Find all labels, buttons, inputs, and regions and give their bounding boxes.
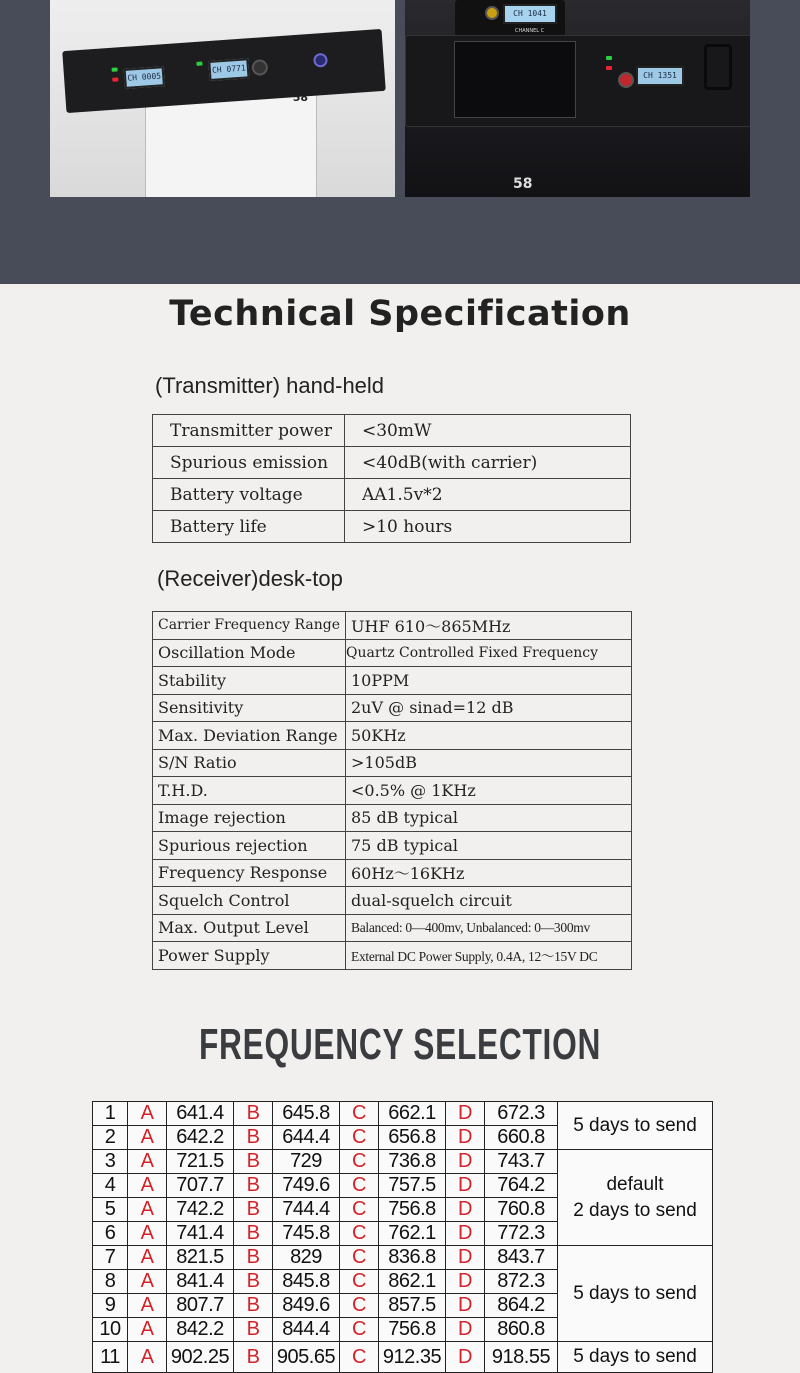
- table-row: [153, 777, 632, 805]
- table-row: [93, 1150, 713, 1174]
- table-row: [153, 749, 632, 777]
- brand-label: 58: [513, 176, 533, 192]
- band-letter-b: B: [234, 1342, 273, 1373]
- table-row: [153, 511, 631, 543]
- spec-value: <0.5% @ 1KHz: [346, 777, 632, 805]
- spec-label: Transmitter power: [153, 415, 345, 447]
- band-letter-d: D: [446, 1150, 485, 1174]
- band-letter-d: D: [446, 1198, 485, 1222]
- band-letter-b: B: [234, 1318, 273, 1342]
- table-row: [153, 832, 632, 860]
- band-letter-d: D: [446, 1270, 485, 1294]
- frequency-value-c: 656.8: [379, 1126, 446, 1150]
- table-row: [153, 722, 632, 750]
- frequency-value-a: 642.2: [167, 1126, 234, 1150]
- spec-label: Image rejection: [153, 804, 346, 832]
- band-letter-b: B: [234, 1102, 273, 1126]
- frequency-value-c: 857.5: [379, 1294, 446, 1318]
- table-row: [153, 914, 632, 942]
- frequency-value-b: 729: [273, 1150, 340, 1174]
- frequency-value-d: 864.2: [485, 1294, 558, 1318]
- spec-value: 60Hz～16KHz: [346, 859, 632, 887]
- frequency-value-c: 757.5: [379, 1174, 446, 1198]
- transmitter-heading: (Transmitter) hand-held: [155, 373, 385, 398]
- band-letter-c: C: [340, 1150, 379, 1174]
- volume-knob: [485, 6, 499, 20]
- delivery-note: 5 days to send: [558, 1342, 713, 1373]
- frequency-value-d: 872.3: [485, 1270, 558, 1294]
- table-row: [153, 859, 632, 887]
- table-row: [93, 1246, 713, 1270]
- channel-number: 3: [93, 1150, 128, 1174]
- band-letter-b: B: [234, 1198, 273, 1222]
- lcd-display: CH 1041: [503, 4, 557, 24]
- receiver-slot: [454, 41, 576, 118]
- table-row: [153, 447, 631, 479]
- band-letter-b: B: [234, 1270, 273, 1294]
- frequency-value-c: 912.35: [379, 1342, 446, 1373]
- frequency-value-b: 849.6: [273, 1294, 340, 1318]
- frequency-value-c: 836.8: [379, 1246, 446, 1270]
- frequency-value-a: 842.2: [167, 1318, 234, 1342]
- frequency-value-a: 902.25: [167, 1342, 234, 1373]
- delivery-note-line: 2 days to send: [573, 1199, 697, 1221]
- band-letter-c: C: [340, 1102, 379, 1126]
- lcd-display: CH 0005: [124, 66, 165, 89]
- receiver-unit-top: [455, 0, 565, 40]
- band-letter-d: D: [446, 1342, 485, 1373]
- band-letter-c: C: [340, 1318, 379, 1342]
- page-title: Technical Specification: [169, 294, 631, 334]
- spec-value: <30mW: [345, 415, 631, 447]
- frequency-section-title: FREQUENCY SELECTION: [198, 1020, 602, 1069]
- band-letter-a: A: [128, 1198, 167, 1222]
- frequency-value-a: 742.2: [167, 1198, 234, 1222]
- table-row: [153, 415, 631, 447]
- spec-value: dual-squelch circuit: [346, 887, 632, 915]
- top-banner: [0, 0, 800, 284]
- frequency-value-c: 736.8: [379, 1150, 446, 1174]
- frequency-value-d: 772.3: [485, 1222, 558, 1246]
- table-row: [153, 639, 632, 667]
- frequency-value-d: 743.7: [485, 1150, 558, 1174]
- frequency-value-a: 841.4: [167, 1270, 234, 1294]
- channel-number: 5: [93, 1198, 128, 1222]
- spec-label: S/N Ratio: [153, 749, 346, 777]
- product-photo-left: [50, 0, 395, 197]
- band-letter-a: A: [128, 1102, 167, 1126]
- channel-number: 9: [93, 1294, 128, 1318]
- frequency-value-a: 741.4: [167, 1222, 234, 1246]
- status-led: [606, 66, 612, 70]
- delivery-note: [558, 1150, 713, 1246]
- product-photo-right: [405, 0, 750, 197]
- band-letter-a: A: [128, 1342, 167, 1373]
- band-letter-a: A: [128, 1246, 167, 1270]
- band-letter-c: C: [340, 1126, 379, 1150]
- frequency-table: [92, 1101, 713, 1373]
- frequency-value-a: 821.5: [167, 1246, 234, 1270]
- volume-knob: [251, 59, 268, 76]
- spec-value: External DC Power Supply, 0.4A, 12～15V DC: [346, 942, 632, 970]
- spec-value: AA1.5v*2: [345, 479, 631, 511]
- spec-value: <40dB(with carrier): [345, 447, 631, 479]
- frequency-value-c: 862.1: [379, 1270, 446, 1294]
- spec-label: Battery life: [153, 511, 345, 543]
- band-letter-b: B: [234, 1174, 273, 1198]
- spec-label: Carrier Frequency Range: [153, 612, 346, 640]
- status-led: [196, 61, 202, 65]
- spec-label: Max. Deviation Range: [153, 722, 346, 750]
- spec-label: Oscillation Mode: [153, 639, 346, 667]
- spec-value: 75 dB typical: [346, 832, 632, 860]
- frequency-value-d: 764.2: [485, 1174, 558, 1198]
- frequency-value-b: 844.4: [273, 1318, 340, 1342]
- transmitter-spec-table: [152, 414, 631, 543]
- spec-label: Stability: [153, 667, 346, 695]
- frequency-value-b: 645.8: [273, 1102, 340, 1126]
- status-led: [112, 67, 118, 71]
- band-letter-c: C: [340, 1270, 379, 1294]
- table-row: [153, 942, 632, 970]
- frequency-value-a: 721.5: [167, 1150, 234, 1174]
- channel-number: 11: [93, 1342, 128, 1373]
- frequency-value-c: 756.8: [379, 1198, 446, 1222]
- band-letter-d: D: [446, 1102, 485, 1126]
- status-led: [112, 77, 118, 81]
- band-letter-a: A: [128, 1150, 167, 1174]
- band-letter-d: D: [446, 1318, 485, 1342]
- brand-label: 58: [292, 91, 308, 104]
- frequency-value-d: 843.7: [485, 1246, 558, 1270]
- band-letter-d: D: [446, 1174, 485, 1198]
- rack-handle: [704, 44, 732, 90]
- band-letter-c: C: [340, 1174, 379, 1198]
- status-led: [606, 56, 612, 60]
- table-row: [153, 667, 632, 695]
- delivery-note: 5 days to send: [558, 1102, 713, 1150]
- band-letter-b: B: [234, 1294, 273, 1318]
- band-letter-c: C: [340, 1294, 379, 1318]
- band-letter-b: B: [234, 1246, 273, 1270]
- panel-label: CHANNEL C: [515, 28, 545, 34]
- receiver-rack: [405, 35, 750, 127]
- band-letter-a: A: [128, 1174, 167, 1198]
- spec-label: Max. Output Level: [153, 914, 346, 942]
- band-letter-d: D: [446, 1246, 485, 1270]
- band-letter-d: D: [446, 1126, 485, 1150]
- frequency-value-b: 744.4: [273, 1198, 340, 1222]
- channel-number: 10: [93, 1318, 128, 1342]
- frequency-value-b: 829: [273, 1246, 340, 1270]
- channel-number: 4: [93, 1174, 128, 1198]
- table-row: [153, 694, 632, 722]
- volume-knob: [618, 72, 634, 88]
- frequency-value-a: 641.4: [167, 1102, 234, 1126]
- frequency-value-b: 745.8: [273, 1222, 340, 1246]
- lcd-display: CH 1351: [636, 66, 684, 86]
- logo-badge-icon: [313, 53, 328, 68]
- delivery-note: 5 days to send: [558, 1246, 713, 1342]
- band-letter-c: C: [340, 1342, 379, 1373]
- band-letter-a: A: [128, 1126, 167, 1150]
- spec-label: Power Supply: [153, 942, 346, 970]
- spec-label: Squelch Control: [153, 887, 346, 915]
- table-row: [93, 1342, 713, 1373]
- band-letter-c: C: [340, 1222, 379, 1246]
- spec-value: 85 dB typical: [346, 804, 632, 832]
- frequency-value-a: 807.7: [167, 1294, 234, 1318]
- table-row: [153, 479, 631, 511]
- band-letter-a: A: [128, 1318, 167, 1342]
- spec-value: 2uV @ sinad=12 dB: [346, 694, 632, 722]
- channel-number: 6: [93, 1222, 128, 1246]
- frequency-value-b: 845.8: [273, 1270, 340, 1294]
- frequency-value-d: 860.8: [485, 1318, 558, 1342]
- band-letter-b: B: [234, 1126, 273, 1150]
- spec-label: T.H.D.: [153, 777, 346, 805]
- table-row: [153, 612, 632, 640]
- frequency-value-b: 905.65: [273, 1342, 340, 1373]
- band-letter-a: A: [128, 1270, 167, 1294]
- band-letter-b: B: [234, 1222, 273, 1246]
- band-letter-a: A: [128, 1222, 167, 1246]
- lcd-display: CH 0771: [208, 58, 249, 81]
- frequency-value-d: 760.8: [485, 1198, 558, 1222]
- delivery-note-line: default: [606, 1173, 664, 1195]
- spec-value: >10 hours: [345, 511, 631, 543]
- band-letter-c: C: [340, 1198, 379, 1222]
- spec-label: Spurious rejection: [153, 832, 346, 860]
- frequency-value-d: 918.55: [485, 1342, 558, 1373]
- channel-number: 7: [93, 1246, 128, 1270]
- frequency-value-c: 762.1: [379, 1222, 446, 1246]
- frequency-value-c: 756.8: [379, 1318, 446, 1342]
- spec-label: Spurious emission: [153, 447, 345, 479]
- frequency-value-a: 707.7: [167, 1174, 234, 1198]
- channel-number: 2: [93, 1126, 128, 1150]
- band-letter-b: B: [234, 1150, 273, 1174]
- receiver-rack: [62, 29, 386, 113]
- spec-value: Balanced: 0—400mv, Unbalanced: 0—300mv: [346, 914, 632, 942]
- frequency-value-d: 672.3: [485, 1102, 558, 1126]
- spec-label: Frequency Response: [153, 859, 346, 887]
- table-row: [93, 1102, 713, 1126]
- spec-value: Quartz Controlled Fixed Frequency: [346, 639, 632, 667]
- receiver-spec-table: [152, 611, 632, 970]
- band-letter-c: C: [340, 1246, 379, 1270]
- spec-value: 50KHz: [346, 722, 632, 750]
- band-letter-d: D: [446, 1222, 485, 1246]
- spec-value: 10PPM: [346, 667, 632, 695]
- table-row: [153, 804, 632, 832]
- frequency-value-b: 749.6: [273, 1174, 340, 1198]
- channel-number: 1: [93, 1102, 128, 1126]
- band-letter-a: A: [128, 1294, 167, 1318]
- band-letter-d: D: [446, 1294, 485, 1318]
- frequency-value-b: 644.4: [273, 1126, 340, 1150]
- spec-label: Battery voltage: [153, 479, 345, 511]
- frequency-value-d: 660.8: [485, 1126, 558, 1150]
- frequency-value-c: 662.1: [379, 1102, 446, 1126]
- receiver-heading: (Receiver)desk-top: [157, 566, 343, 591]
- channel-number: 8: [93, 1270, 128, 1294]
- spec-value: UHF 610～865MHz: [346, 612, 632, 640]
- spec-label: Sensitivity: [153, 694, 346, 722]
- table-row: [153, 887, 632, 915]
- spec-value: >105dB: [346, 749, 632, 777]
